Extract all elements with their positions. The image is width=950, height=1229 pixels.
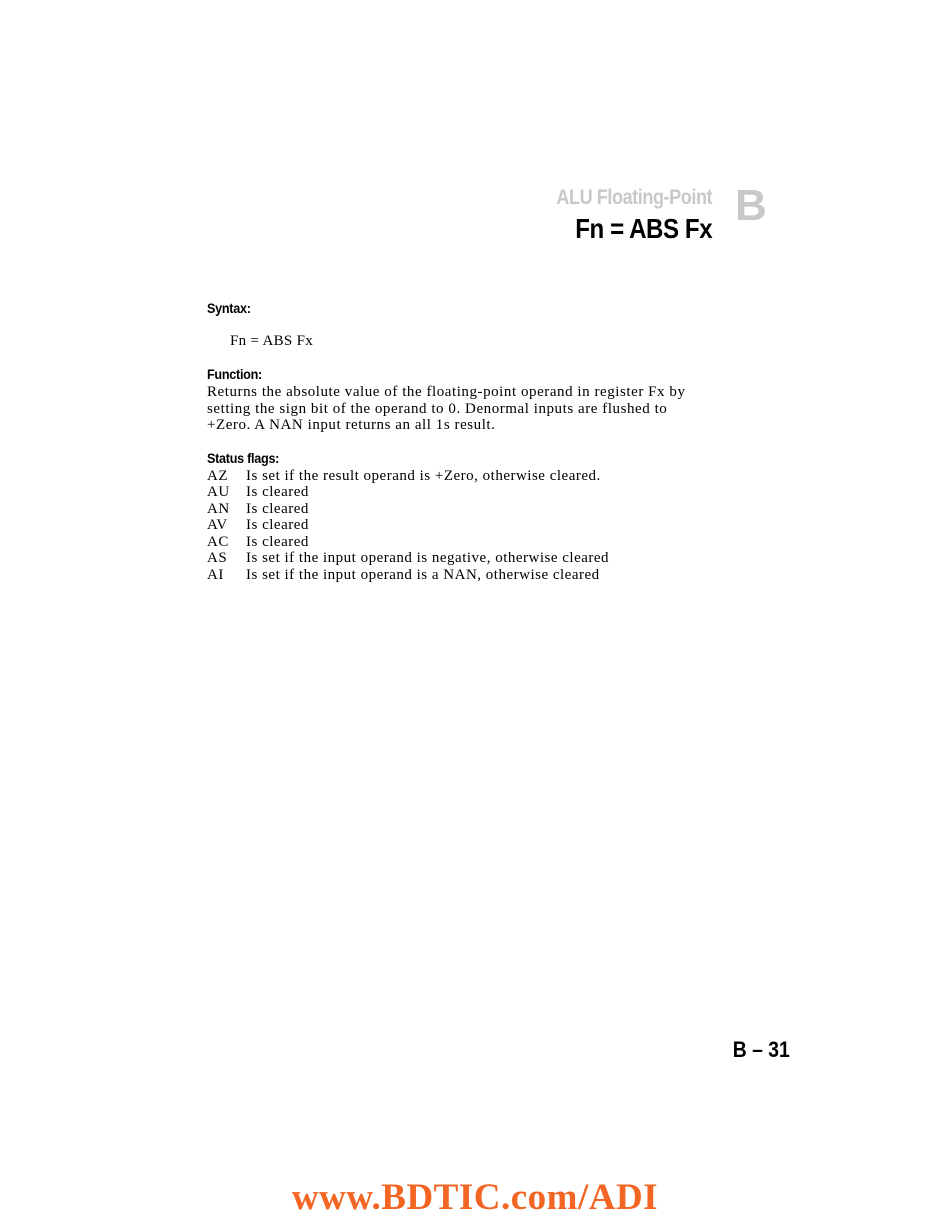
section-header: ALU Floating-Point: [556, 186, 712, 209]
page-number: B – 31: [732, 1037, 790, 1062]
syntax-heading: Syntax:: [207, 300, 251, 316]
syntax-code: Fn = ABS Fx: [230, 333, 314, 349]
function-heading: Function:: [207, 366, 262, 382]
function-line: setting the sign bit of the operand to 0. Denormal inputs are flushed to: [207, 400, 668, 417]
flag-code: AI: [207, 567, 224, 584]
function-block: [207, 366, 717, 434]
flag-description: Is set if the input operand is a NAN, otherwise cleared: [246, 567, 600, 584]
flag-description: Is cleared: [246, 517, 309, 534]
flag-description: Is set if the result operand is +Zero, otherwise cleared.: [246, 467, 601, 484]
flag-description: Is cleared: [246, 533, 309, 550]
flag-code: AV: [207, 517, 228, 534]
flag-code: AS: [207, 550, 228, 567]
function-description: [207, 384, 717, 434]
flag-description: Is cleared: [246, 484, 309, 501]
status-flags-block: [207, 450, 717, 584]
flag-code: AZ: [207, 467, 228, 484]
syntax-block: [207, 300, 717, 350]
flag-row: [207, 468, 717, 485]
flag-code: AU: [207, 484, 230, 501]
flag-row: [207, 517, 717, 534]
flag-row: [207, 534, 717, 551]
flag-description: Is set if the input operand is negative, otherwise cleared: [246, 550, 610, 567]
flag-code: AC: [207, 533, 229, 550]
status-flags-heading: Status flags:: [207, 449, 280, 466]
watermark-link[interactable]: www.BDTIC.com/ADI: [291, 1177, 659, 1218]
main-content: [207, 300, 717, 584]
flag-row: [207, 550, 717, 567]
flag-description: Is cleared: [246, 500, 309, 517]
page-title: Fn = ABS Fx: [575, 213, 712, 244]
flag-row: [207, 567, 717, 584]
flag-row: [207, 484, 717, 501]
function-line: +Zero. A NAN input returns an all 1s result.: [207, 417, 496, 433]
function-line: Returns the absolute value of the floating-point operand in register Fx by: [207, 384, 686, 400]
flag-code: AN: [207, 500, 230, 517]
appendix-tab-letter: B: [735, 181, 767, 230]
flag-row: [207, 501, 717, 518]
status-flags-list: [207, 468, 717, 584]
